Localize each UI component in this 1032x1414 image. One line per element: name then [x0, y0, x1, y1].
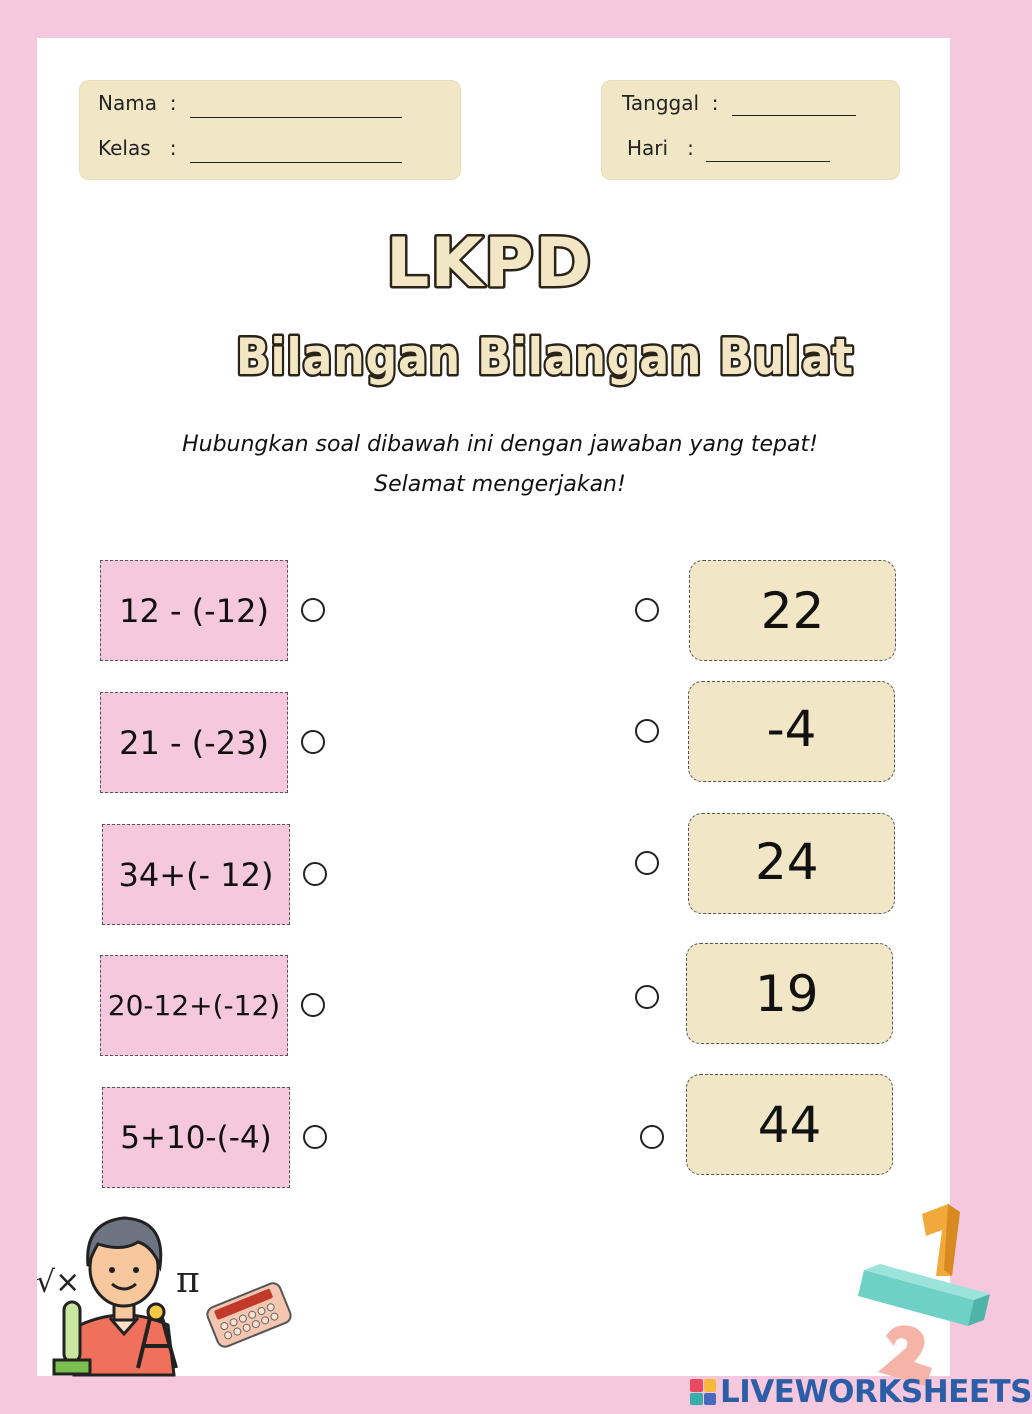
question-connector-dot[interactable]: [301, 730, 325, 754]
question-connector-dot[interactable]: [301, 993, 325, 1017]
answer-connector-dot[interactable]: [635, 985, 659, 1009]
svg-text:π: π: [176, 1260, 200, 1301]
hari-field[interactable]: [706, 161, 830, 162]
svg-text:LKPD: LKPD: [386, 224, 593, 303]
calculator-icon: [204, 1284, 294, 1350]
tanggal-field[interactable]: [732, 115, 856, 116]
question-connector-dot[interactable]: [303, 862, 327, 886]
hari-label: Hari :: [627, 136, 694, 160]
liveworksheets-watermark: [690, 1374, 1032, 1410]
student-math-icon: [34, 1200, 214, 1379]
question-box: 20-12+(-12): [100, 955, 288, 1056]
instruction-line-1: Hubungkan soal dibawah ini dengan jawaban yang tepat!: [182, 432, 818, 457]
question-connector-dot[interactable]: [301, 598, 325, 622]
watermark-text: LIVEWORKSHEETS: [720, 1374, 1032, 1410]
question-box: 12 - (-12): [100, 560, 288, 661]
answer-box: 24: [688, 813, 895, 914]
svg-text:Bilangan Bilangan Bulat: Bilangan Bilangan Bulat: [236, 328, 854, 386]
date-info-box: [601, 80, 900, 180]
nama-field[interactable]: [190, 117, 402, 118]
answer-connector-dot[interactable]: [640, 1125, 664, 1149]
tanggal-label: Tanggal :: [622, 91, 719, 115]
nama-label: Nama :: [98, 91, 177, 115]
answer-box: -4: [688, 681, 895, 782]
kelas-field[interactable]: [190, 162, 402, 163]
question-box: 21 - (-23): [100, 692, 288, 793]
answer-box: 44: [686, 1074, 893, 1175]
question-box: 5+10-(-4): [102, 1087, 290, 1188]
kelas-label: Kelas :: [98, 136, 177, 160]
answer-box: 22: [689, 560, 896, 661]
answer-connector-dot[interactable]: [635, 719, 659, 743]
liveworksheets-logo-icon: [690, 1379, 716, 1405]
answer-connector-dot[interactable]: [635, 851, 659, 875]
instruction-line-2: Selamat mengerjakan!: [374, 472, 626, 497]
answer-connector-dot[interactable]: [635, 598, 659, 622]
number-blocks-icon: [856, 1200, 1000, 1390]
question-connector-dot[interactable]: [303, 1125, 327, 1149]
page-subtitle: [230, 318, 870, 394]
answer-box: 19: [686, 943, 893, 1044]
student-info-box: [79, 80, 461, 180]
svg-text:√×: √×: [36, 1265, 81, 1300]
question-box: 34+(- 12): [102, 824, 290, 925]
page-title: [380, 218, 610, 310]
